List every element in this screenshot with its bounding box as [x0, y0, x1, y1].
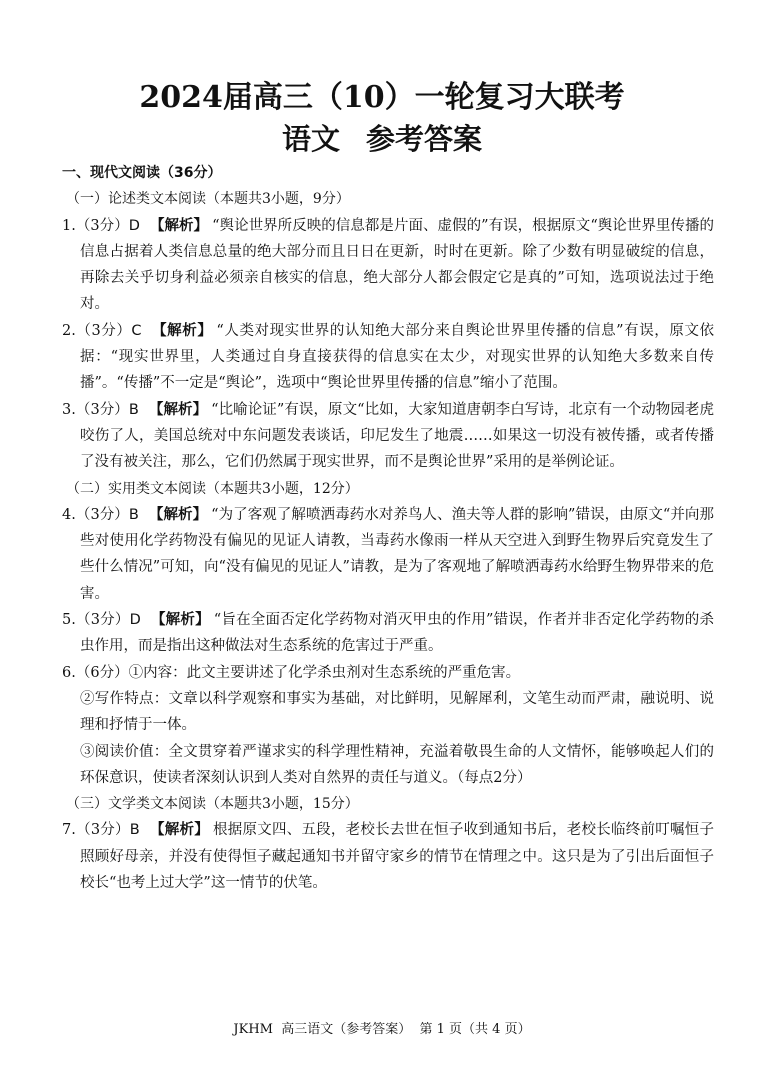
answer-item-3 [62, 397, 714, 476]
item-explanation: “旨在全面否定化学药物对消灭甲虫的作用”错误，作者并非否定化学药物的杀虫作用，而是指出这种做法对生态系统的危害过于严重。 [80, 612, 714, 655]
item-explanation: “为了客观了解喷洒毒药水对养鸟人、渔夫等人群的影响”错误，由原文“并向那些对使用化学药物没有偏见的见证人请教，当毒药水像雨一样从天空进入到野生物界后究竟发生了些什么情况”可知，向“没有偏见的见证人”请教，是为了客观地了解喷洒毒药水给野生物界带来的危害。 [80, 506, 714, 602]
analysis-tag: 【解析】 [149, 217, 209, 234]
subject-title [0, 117, 764, 158]
item-score: （3分） [75, 401, 129, 418]
analysis-tag: 【解析】 [149, 822, 209, 839]
answer-item-6 [62, 660, 714, 686]
item-score: （3分） [75, 322, 132, 339]
answer-item-2 [62, 318, 714, 397]
analysis-tag: 【解析】 [150, 612, 210, 629]
item-score: （3分） [75, 506, 129, 523]
item-number: 5. [62, 612, 76, 629]
item-explanation: “人类对现实世界的认知绝大部分来自舆论世界里传播的信息”有误，原文依据：“现实世界里，人类通过自身直接获得的信息实在太少，对现实世界的认知绝大多数来自传播”。“传播”不一定是“舆论”，选项中“舆论世界里传播的信息”缩小了范围。 [80, 322, 715, 392]
subject-name: 语文 [281, 122, 340, 156]
item-number: 7. [62, 822, 76, 839]
item-number: 2. [62, 322, 76, 339]
item-score: （3分） [75, 612, 130, 629]
subsection-heading-practical: （二）实用类文本阅读（本题共3小题，12分） [66, 480, 359, 497]
page-footer: JKHM 高三语文（参考答案） 第 1 页（共 4 页） [233, 1022, 531, 1037]
item-answer: B [128, 506, 139, 523]
analysis-tag: 【解析】 [151, 322, 213, 339]
answer-item-4 [62, 502, 714, 607]
subsection-heading-literary: （三）文学类文本阅读（本题共3小题，15分） [66, 796, 359, 813]
analysis-tag: 【解析】 [148, 401, 208, 418]
item-answer: B [129, 822, 140, 839]
item-point-content: ①内容：此文主要讲述了化学杀虫剂对生态系统的严重危害。 [128, 664, 521, 681]
item-number: 4. [62, 506, 76, 523]
answer-item-6-point-2: ②写作特点：文章以科学观察和事实为基础，对比鲜明，见解犀利，文笔生动而严肃，融说明、说理和抒情于一体。 [80, 690, 714, 734]
item-answer: D [128, 217, 140, 234]
item-answer: B [128, 401, 139, 418]
answer-item-5 [62, 607, 714, 660]
item-explanation: “舆论世界所反映的信息都是片面、虚假的”有误，根据原文“舆论世界里传播的信息占据着人类信息总量的绝大部分而且日日在更新，时时在更新。除了少数有明显破绽的信息，再除去关乎切身利益必须亲自核实的信息，绝大部分人都会假定它是真的”可知，选项说法过于绝对。 [80, 217, 714, 313]
section-heading-modern-reading: 一、现代文阅读（36分） [62, 165, 222, 181]
subsection-heading-argumentative: （一）论述类文本阅读（本题共3小题，9分） [66, 191, 350, 208]
analysis-tag: 【解析】 [148, 506, 208, 523]
item-score: （3分） [75, 822, 130, 839]
item-explanation: 根据原文四、五段，老校长去世在恒子收到通知书后，老校长临终前叮嘱恒子照顾好母亲，并没有使得恒子藏起通知书并留守家乡的情节在情理之中。这只是为了引出后面恒子校长“也考上过大学”这一情节的伏笔。 [80, 822, 714, 892]
answer-item-6-point-3: ③阅读价值：全文贯穿着严谨求实的科学理性精神，充溢着敬畏生命的人文情怀，能够唤起人们的环保意识，使读者深刻认识到人类对自然界的责任与道义。（每点2分） [80, 743, 714, 786]
item-answer: D [129, 612, 141, 629]
item-explanation: “比喻论证”有误，原文“比如，大家知道唐朝李白写诗，北京有一个动物园老虎咬伤了人，美国总统对中东问题发表谈话，印尼发生了地震……如果这一切没有被传播，或者传播了没有被关注，那么，它们仍然属于现实世界，而不是舆论世界”采用的是举例论证。 [80, 401, 714, 471]
exam-title: 2024届高三（10）一轮复习大联考 [139, 80, 625, 115]
answer-content [62, 158, 714, 896]
item-score: （3分） [75, 217, 129, 234]
item-number: 1. [62, 217, 76, 234]
item-number: 3. [62, 401, 76, 418]
item-number: 6. [62, 664, 76, 681]
answer-item-7 [62, 817, 714, 896]
answer-item-1 [62, 213, 714, 318]
answer-label: 参考答案 [366, 122, 483, 156]
item-score: （6分） [75, 664, 129, 681]
item-answer: C [131, 322, 142, 339]
